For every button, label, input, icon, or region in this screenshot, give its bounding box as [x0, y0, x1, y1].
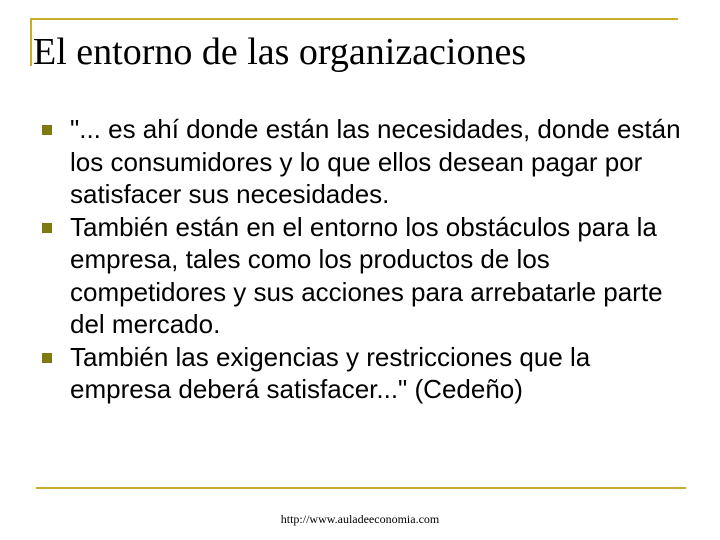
bullet-item	[42, 113, 692, 211]
bullet-text: "... es ahí donde están las necesidades, donde están los consumidores y lo que ellos desean pagar por satisfacer sus necesidades.	[70, 114, 681, 209]
bullet-list	[42, 113, 692, 406]
bullet-text: También están en el entorno los obstáculos para la empresa, tales como los productos de los competidores y sus acciones para arrebatarle parte del mercado.	[70, 211, 663, 339]
bullet-item	[42, 211, 692, 341]
slide-title: El entorno de las organizaciones	[33, 31, 527, 73]
bullet-item	[42, 341, 692, 406]
square-bullet-icon	[42, 125, 52, 135]
title-rule-vertical	[30, 18, 32, 66]
square-bullet-icon	[42, 353, 52, 363]
bullet-text: También las exigencias y restricciones que la empresa deberá satisfacer..." (Cedeño)	[70, 341, 591, 404]
title-rule-horizontal	[30, 18, 678, 20]
square-bullet-icon	[42, 223, 52, 233]
footer-rule	[36, 487, 686, 489]
footer-url: http://www.auladeeconomia.com	[280, 512, 440, 526]
